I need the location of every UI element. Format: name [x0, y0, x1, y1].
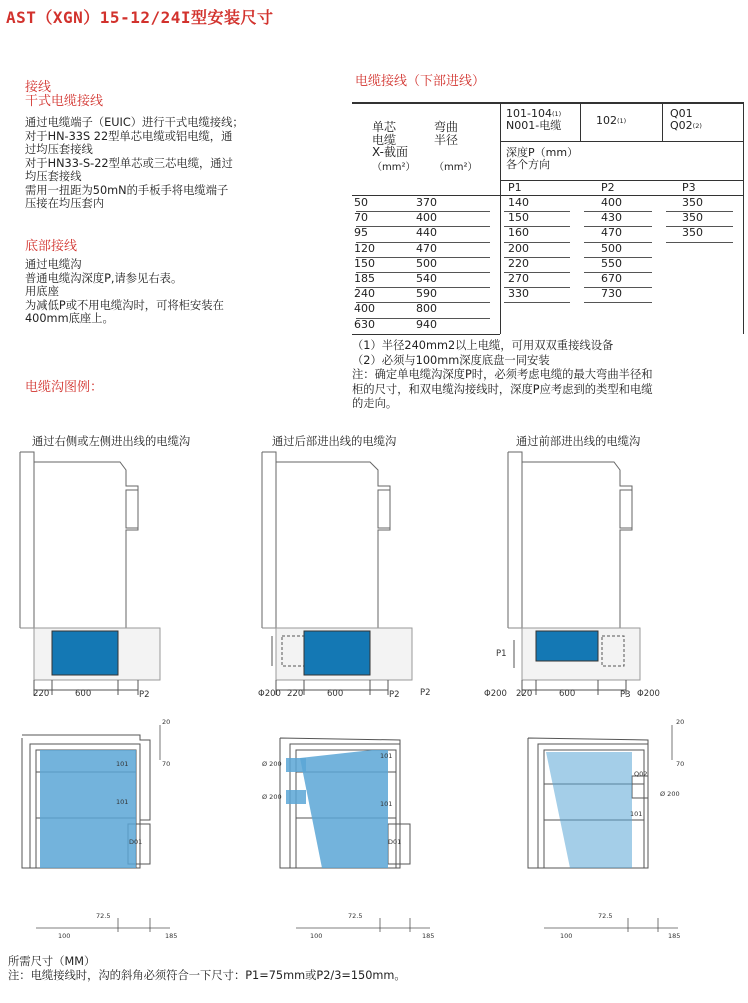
dim-phi200-plan: Ø 200	[660, 790, 680, 798]
dim-p1: P1	[496, 649, 507, 659]
dim-20: 20	[676, 718, 685, 726]
bottom-wiring-heading: 底部接线	[25, 239, 78, 254]
table-cell: 590	[416, 287, 437, 301]
table-cell: 350	[682, 226, 703, 240]
table-cell: 400	[601, 196, 622, 209]
table-cell: 370	[416, 196, 437, 209]
trench-block	[304, 631, 370, 675]
dim-phi200: Φ200	[484, 689, 507, 699]
dim-600: 600	[559, 689, 576, 699]
table-cell: 550	[601, 256, 622, 270]
dim-phi200-right: Φ200	[637, 689, 660, 699]
dim-220: 220	[33, 689, 50, 699]
footer-note	[8, 955, 406, 982]
table-cell: 500	[601, 241, 622, 255]
page-title: AST（XGN）15-12/24I型安装尺寸	[6, 8, 274, 27]
label-d01: D01	[129, 838, 143, 846]
dim-70: 70	[162, 760, 171, 768]
col-bend-radius-header: 弯曲 半径 （mm²）	[434, 120, 478, 173]
table-cell: 150	[508, 211, 529, 225]
bottom-line: 用底座	[25, 285, 59, 298]
footer-line-2: 注：电缆接线时，沟的斜角必须符合一下尺寸：P1=75mm或P2/3=150mm。	[8, 968, 406, 982]
dim-72-5: 72.5	[348, 912, 363, 920]
table-cell: 800	[416, 302, 437, 316]
dim-p2-right: P2	[420, 688, 431, 698]
table-cell: 270	[508, 272, 529, 285]
dry-line: 均压套接线	[25, 170, 82, 183]
caption-side-trench: 通过右侧或左侧进出线的电缆沟	[32, 435, 191, 448]
table-cell: 540	[416, 272, 437, 285]
table-cell: 670	[601, 272, 622, 285]
table-cell: 470	[416, 241, 437, 255]
table-cell: 140	[508, 196, 529, 209]
table-cell: 95	[354, 226, 368, 240]
label-101: 101	[116, 798, 129, 806]
table-cell: 160	[508, 226, 529, 240]
label-101: 101	[630, 810, 643, 818]
table-cell: 330	[508, 287, 529, 301]
table-cell: 630	[354, 317, 375, 331]
header-depth: 深度P（mm） 各个方向	[506, 146, 579, 171]
dim-220: 220	[516, 689, 533, 699]
dim-phi200-plan: Ø 200	[262, 793, 282, 801]
dim-72-5: 72.5	[598, 912, 613, 920]
dry-line: 对于HN33-S-22型单芯或三芯电缆，通过	[25, 156, 233, 170]
table-cell: 50	[354, 196, 368, 209]
table-cell: 350	[682, 196, 703, 209]
cable-area	[300, 750, 388, 868]
note-line: 柜的尺寸，和双电缆沟接线时，深度P应考虑到的类型和电缆	[352, 382, 653, 396]
cable-entry	[286, 758, 306, 772]
dim-p2: P2	[389, 690, 400, 700]
table-cell: 440	[416, 226, 437, 240]
table-cell: 470	[601, 226, 622, 240]
dim-phi200: Φ200	[258, 689, 281, 699]
note-line: 的走向。	[352, 397, 398, 410]
dim-p2: P2	[139, 690, 150, 700]
trench-legend-heading: 电缆沟图例：	[25, 380, 104, 395]
label-101: 101	[116, 760, 129, 768]
label-101: 101	[380, 752, 393, 760]
bottom-line: 400mm底座上。	[25, 312, 114, 325]
trench-block	[52, 631, 118, 675]
label-101: 101	[380, 800, 393, 808]
table-cell: 500	[416, 256, 437, 270]
table-cell: 400	[416, 211, 437, 225]
note-line: （2）必须与100mm深度底盘一同安装	[352, 353, 550, 367]
bottom-line: 通过电缆沟	[25, 258, 82, 271]
dim-20: 20	[162, 718, 171, 726]
dim-100: 100	[560, 932, 573, 940]
dry-line: 压接在均压套内	[25, 197, 105, 210]
footer-line-1: 所需尺寸（MM）	[8, 955, 96, 968]
header-102: 102$^{(1)}$	[596, 114, 627, 127]
bottom-line: 普通电缆沟深度P,请参见右表。	[25, 271, 183, 285]
header-p3: P3	[682, 181, 696, 194]
dim-185: 185	[422, 932, 435, 940]
dry-line: 过均压套接线	[25, 143, 93, 156]
dim-600: 600	[75, 689, 92, 699]
table-cell: 730	[601, 287, 622, 301]
dry-wiring-heading: 干式电缆接线	[25, 94, 104, 109]
table-cell: 350	[682, 211, 703, 225]
table-cell: 200	[508, 241, 529, 255]
table-cell: 240	[354, 287, 375, 301]
dim-185: 185	[668, 932, 681, 940]
dim-220: 220	[287, 689, 304, 699]
dim-phi200-plan: Ø 200	[262, 760, 282, 768]
caption-rear-trench: 通过后部进出线的电缆沟	[272, 435, 397, 448]
header-p1: P1	[508, 181, 522, 194]
wiring-heading: 接线	[25, 80, 52, 95]
bottom-line: 为减低P或不用电缆沟时，可将柜安装在	[25, 298, 224, 312]
dry-line: 通过电缆端子（EUIC）进行干式电缆接线；	[25, 116, 244, 129]
dim-70: 70	[676, 760, 685, 768]
cable-area	[546, 752, 632, 868]
table-cell: 120	[354, 241, 375, 255]
dim-72-5: 72.5	[96, 912, 111, 920]
dim-600: 600	[327, 689, 344, 699]
note-line: 注：确定单电缆沟深度P时，必须考虑电缆的最大弯曲半径和	[352, 368, 653, 381]
table-cell: 185	[354, 272, 375, 285]
table-heading: 电缆接线（下部进线）	[355, 74, 486, 89]
header-101-104: 101-104$^{(1)}$ N001-电缆	[506, 107, 562, 132]
dim-p3: P3	[620, 690, 631, 700]
table-cell: 400	[354, 302, 375, 316]
table-cell: 940	[416, 317, 437, 331]
cable-entry	[286, 790, 306, 804]
table-cell: 70	[354, 211, 368, 225]
dry-line: 需用一扭距为50mN的手板手将电缆端子	[25, 183, 229, 197]
dim-185: 185	[165, 932, 178, 940]
caption-front-trench: 通过前部进出线的电缆沟	[516, 435, 641, 448]
dim-100: 100	[58, 932, 71, 940]
col-cross-section-header: 单芯 电缆 X-截面 （mm²）	[372, 120, 416, 173]
table-cell: 150	[354, 256, 375, 270]
trench-block	[536, 631, 598, 661]
dry-line: 对于HN-33S 22型单芯电缆或铝电缆，通	[25, 129, 233, 143]
label-d01: D01	[388, 838, 402, 846]
note-line: （1）半径240mm2以上电缆，可用双双重接线设备	[352, 339, 614, 352]
table-cell: 220	[508, 256, 529, 270]
dim-100: 100	[310, 932, 323, 940]
header-p2: P2	[601, 181, 615, 194]
header-q01-q02: Q01 Q02$^{(2)}$	[670, 107, 702, 132]
table-cell: 430	[601, 211, 622, 225]
label-q02: Q02	[634, 770, 648, 778]
